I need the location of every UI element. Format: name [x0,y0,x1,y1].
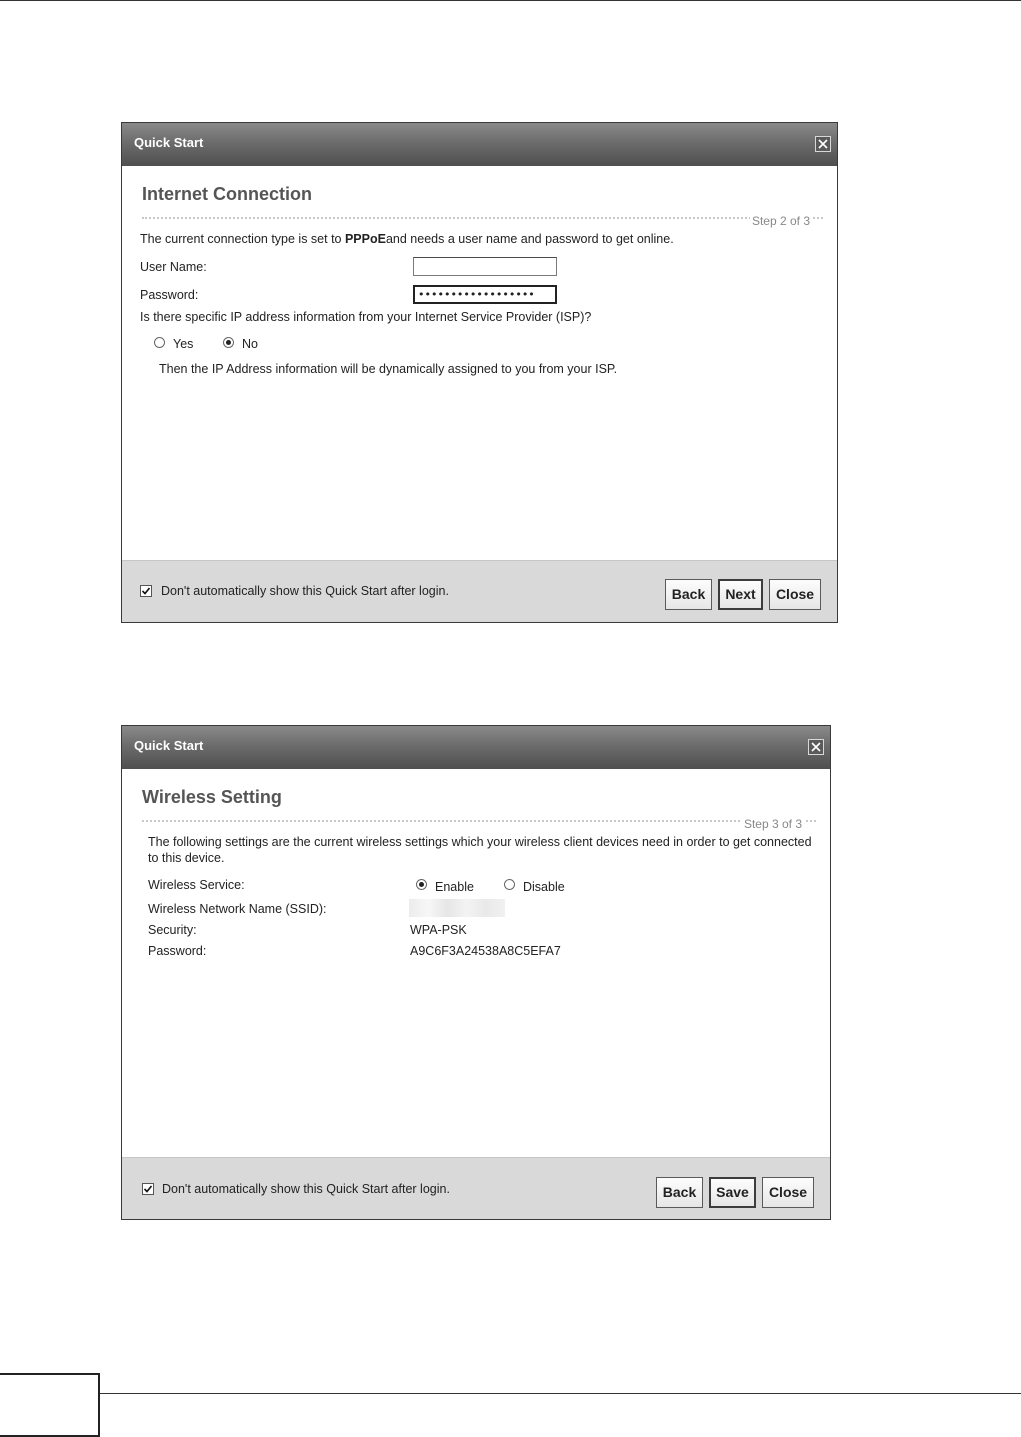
step-indicator: Step 2 of 3 [751,214,810,228]
radio-enable-label: Enable [435,880,474,894]
dialog-footer [122,560,837,622]
dont-show-label: Don't automatically show this Quick Start after login. [162,1182,450,1196]
page-bottom-rule [100,1393,1021,1394]
connection-type: PPPoE [344,232,386,246]
wireless-password-value: A9C6F3A24538A8C5EFA7 [410,944,561,958]
isp-question: Is there specific IP address information from your Internet Service Provider (ISP)? [140,310,592,324]
section-heading: Internet Connection [142,184,312,204]
radio-no[interactable] [223,337,234,348]
dialog-title: Quick Start [134,738,204,753]
dialog-footer [122,1157,830,1219]
radio-enable[interactable] [416,879,427,890]
save-button[interactable]: Save [709,1177,756,1208]
dynamic-ip-note: Then the IP Address information will be dynamically assigned to you from your ISP. [159,362,618,376]
back-button[interactable]: Back [665,579,712,610]
close-button[interactable]: Close [762,1177,814,1208]
security-label: Security: [148,923,197,937]
password-label: Password: [140,288,199,302]
back-button[interactable]: Back [656,1177,703,1208]
wireless-intro-text: The following settings are the current wireless settings which your wireless client devices need in order to get connected to this device. [148,835,812,865]
radio-no-label: No [242,337,258,351]
username-label: User Name: [140,260,207,274]
dont-show-checkbox[interactable] [140,585,152,597]
wireless-password-label: Password: [148,944,207,958]
dont-show-label: Don't automatically show this Quick Start after login. [161,584,449,598]
section-heading: Wireless Setting [142,787,282,807]
quick-start-dialog-wireless [121,725,831,1220]
ssid-label: Wireless Network Name (SSID): [148,902,327,916]
dotted-divider [142,217,823,219]
wireless-service-label: Wireless Service: [148,878,245,892]
page-number-box [0,1373,100,1437]
dotted-divider [142,820,816,822]
quick-start-dialog-internet [121,122,838,623]
dialog-title: Quick Start [134,135,204,150]
close-icon[interactable] [815,136,831,152]
radio-yes[interactable] [154,337,165,348]
step-indicator: Step 3 of 3 [743,817,802,831]
dialog-titlebar [122,726,830,769]
radio-disable[interactable] [504,879,515,890]
page-top-rule [0,0,1021,1]
password-input[interactable]: •••••••••••••••••• [413,285,557,304]
security-value: WPA-PSK [410,923,467,937]
radio-yes-label: Yes [173,337,194,351]
ssid-value-redacted [409,899,505,917]
dialog-content [122,166,837,561]
dont-show-checkbox[interactable] [142,1183,154,1195]
username-input[interactable] [413,257,557,276]
next-button[interactable]: Next [718,579,763,610]
connection-intro-text: The current connection type is set to PPPoEand needs a user name and password to get online. [140,232,674,246]
close-icon[interactable] [808,739,824,755]
dialog-titlebar [122,123,837,166]
radio-disable-label: Disable [523,880,565,894]
close-button[interactable]: Close [769,579,821,610]
dialog-content [122,769,830,1158]
